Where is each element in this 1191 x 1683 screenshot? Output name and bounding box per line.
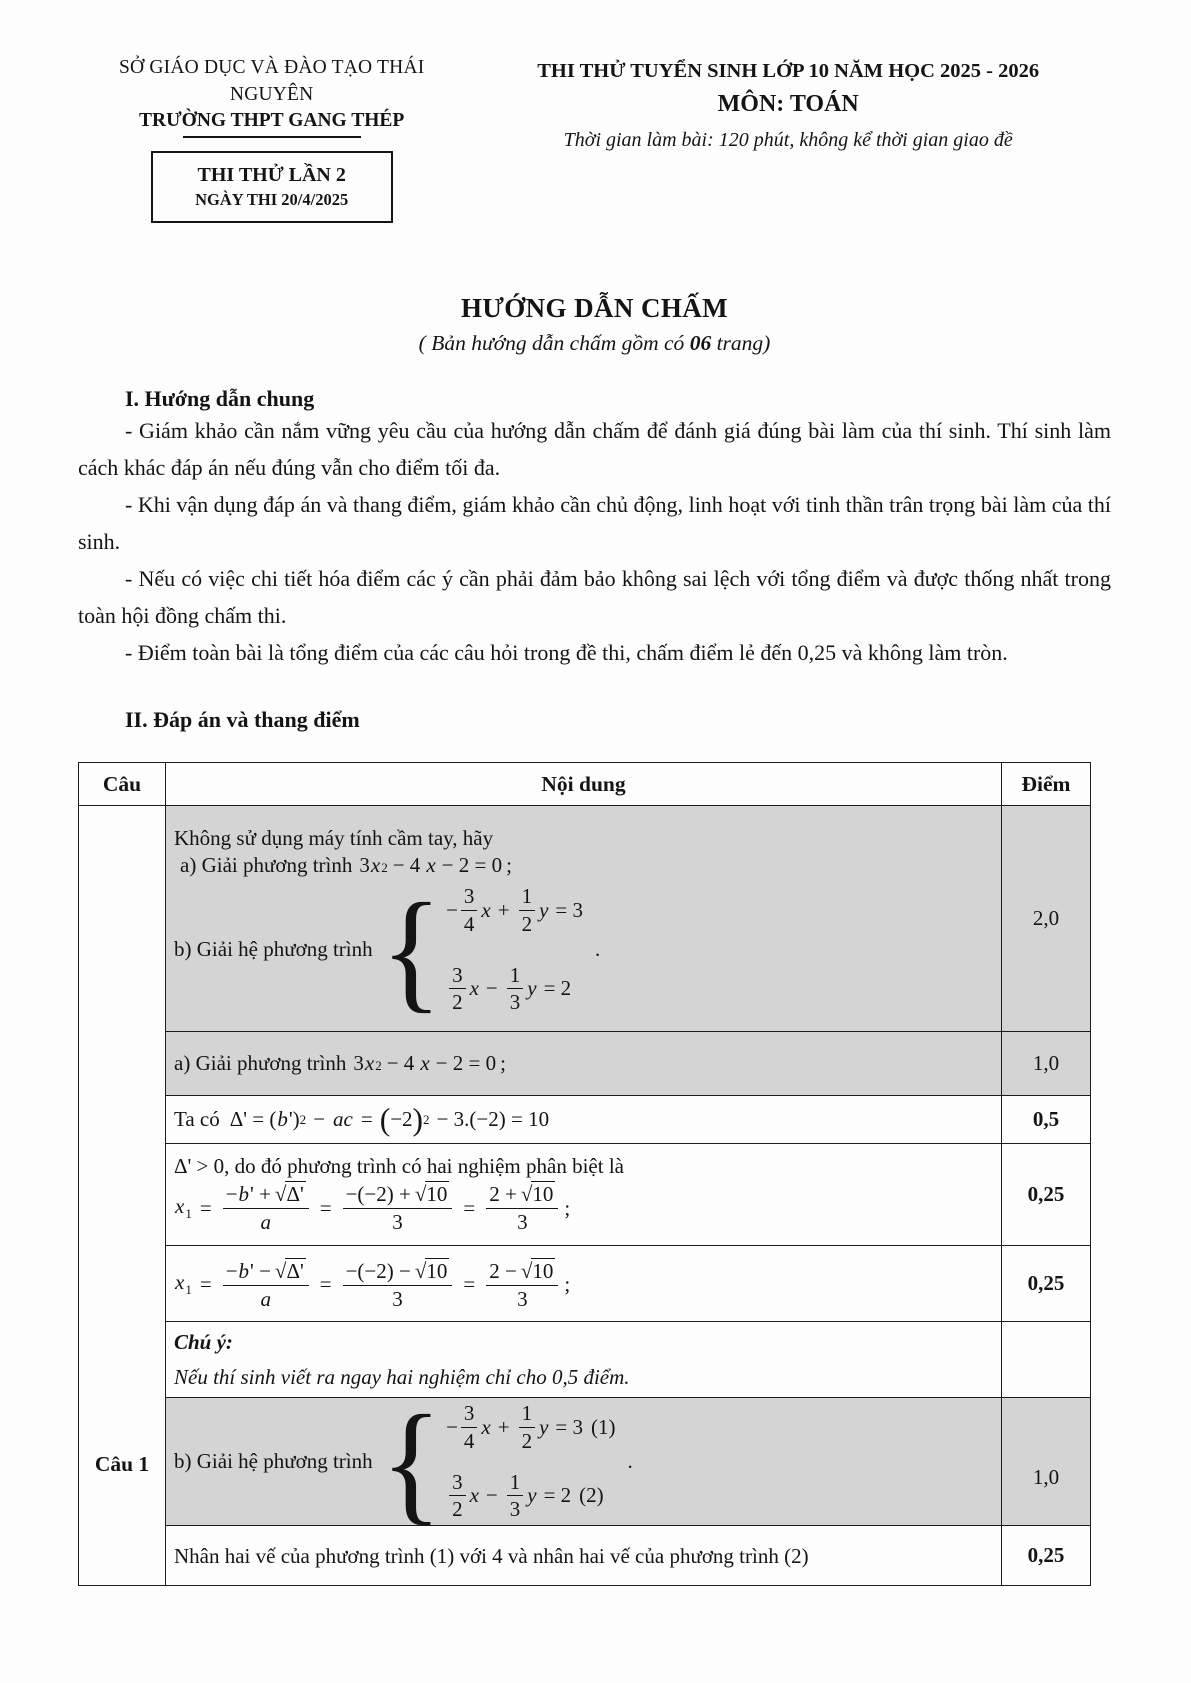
part-a-label: a) Giải phương trình (180, 852, 353, 877)
points-cell: 0,25 (1002, 1526, 1091, 1586)
table-row (79, 1398, 1091, 1526)
discriminant-statement: Δ' > 0, do đó phương trình có hai nghiệm phân biệt là (174, 1154, 624, 1179)
points-cell: 1,0 (1002, 1398, 1091, 1526)
table-row (79, 1096, 1091, 1144)
exam-date: NGÀY THI 20/4/2025 (195, 190, 349, 209)
part-a-label: a) Giải phương trình (174, 1051, 347, 1075)
column-header-diem: Điểm (1002, 763, 1091, 806)
page-header (78, 54, 1111, 223)
column-header-noidung: Nội dung (166, 763, 1002, 806)
row2-content (166, 1032, 1002, 1096)
table-row (79, 1032, 1091, 1096)
exam-round: THI THỬ LẦN 2 (197, 164, 346, 186)
system-period: . (627, 1449, 633, 1473)
system-line-1: − $\frac{3}{4}$ x + $\frac{1}{2}$ y = 3 (446, 883, 583, 936)
document-title: HƯỚNG DẪN CHẤM (460, 293, 729, 323)
table-row (79, 1322, 1091, 1398)
root-formula-2: $x_1$ = − b ' − √ Δ' a = −(−2) − √ 10 3 = 2 − √ 10 3 ; (175, 1258, 571, 1311)
section2-heading: II. Đáp án và thang điểm (125, 707, 360, 732)
row5-content (166, 1246, 1002, 1322)
points-cell: 2,0 (1002, 806, 1091, 1032)
system-line-2: $\frac{3}{2}$ x − $\frac{1}{3}$ y = 2 (446, 963, 571, 1016)
table-row (79, 806, 1091, 1032)
points-cell: 0,5 (1002, 1096, 1091, 1144)
delta-formula: Ta có Δ' = ( b ') 2 − ac = ( −2 ) 2 − 3.(−2) = 10 (174, 1101, 550, 1137)
subtitle-pre: ( Bản hướng dẫn chấm gồm có (418, 331, 690, 355)
exam-title: THI THỬ TUYỂN SINH LỚP 10 NĂM HỌC 2025 - 2026 (537, 60, 1040, 82)
row1-part-a (180, 853, 993, 878)
school-name: TRƯỜNG THPT GANG THÉP (139, 110, 405, 131)
equation-system: { − $\frac{3}{4}$ x + $\frac{1}{2}$ y = 3 (1) $\frac{3}{2}$ x − $\frac{1}{3}$ y = 2 (2) (380, 1386, 616, 1537)
row1-intro: Không sử dụng máy tính cầm tay, hãy (174, 825, 494, 850)
row1-part-b (174, 874, 993, 1025)
section1-heading: I. Hướng dẫn chung (125, 386, 315, 411)
row8-content: Nhân hai vế của phương trình (1) với 4 và nhân hai vế của phương trình (2) (166, 1526, 1002, 1586)
question-label: Câu 1 (94, 1452, 150, 1476)
note-label: Chú ý: (174, 1329, 233, 1354)
header-left-block (78, 54, 465, 223)
quadratic-equation: 3 x 2 − 4 x − 2 = 0 ; (353, 1051, 506, 1075)
part-b-label: b) Giải hệ phương trình (174, 1449, 373, 1473)
document-subtitle (78, 331, 1111, 356)
table-row (79, 1144, 1091, 1246)
guideline-paragraph-3: - Nếu có việc chi tiết hóa điểm các ý cần phải đảm bảo không sai lệch với tổng điểm và được thống nhất trong toàn hội đồng chấm thi. (78, 566, 1111, 628)
exam-time-note: Thời gian làm bài: 120 phút, không kể thời gian giao đề (563, 129, 1013, 151)
column-header-cau: Câu (79, 763, 166, 806)
root-formula-1: $x_1$ = − b ' + √ Δ' a = −(−2) + √ 10 3 = 2 + √ 10 3 ; (175, 1182, 571, 1234)
table-row (79, 1246, 1091, 1322)
row3-content (166, 1096, 1002, 1144)
school-underline (183, 136, 361, 138)
points-cell: 1,0 (1002, 1032, 1091, 1096)
points-cell (1002, 1322, 1091, 1398)
subtitle-pages: 06 (689, 331, 712, 355)
question-number-cell (79, 806, 166, 1586)
answer-key-table (78, 762, 1091, 1586)
exam-subject: MÔN: TOÁN (717, 91, 859, 117)
table-header-row (79, 763, 1091, 806)
guideline-paragraph-4: - Điểm toàn bài là tổng điểm của các câu hỏi trong đề thi, chấm điểm lẻ đến 0,25 và không làm tròn. (125, 640, 1008, 665)
guideline-paragraph-2: - Khi vận dụng đáp án và thang điểm, giám khảo cần chủ động, linh hoạt với tinh thần trân trọng bài làm của thí sinh. (78, 492, 1111, 554)
row7-part-b (174, 1386, 993, 1537)
points-cell: 0,25 (1002, 1144, 1091, 1246)
system-line-2: $\frac{3}{2}$ x − $\frac{1}{3}$ y = 2 (2) (446, 1470, 604, 1523)
note-text: Nếu thí sinh viết ra ngay hai nghiệm chỉ cho 0,5 điểm. (174, 1364, 630, 1389)
subtitle-post: trang) (711, 331, 771, 355)
table-row (79, 1526, 1091, 1586)
department-name: SỞ GIÁO DỤC VÀ ĐÀO TẠO THÁI NGUYÊN (118, 57, 425, 105)
row6-content (166, 1322, 1002, 1398)
header-right-block (465, 54, 1111, 223)
equation-system: { − $\frac{3}{4}$ x + $\frac{1}{2}$ y = 3 $\frac{3}{2}$ x − $\frac{1}{3}$ y = 2 (380, 874, 583, 1025)
points-cell: 0,25 (1002, 1246, 1091, 1322)
system-period: . (595, 937, 601, 961)
part-b-label: b) Giải hệ phương trình (174, 937, 373, 961)
guideline-paragraph-1: - Giám khảo cần nắm vững yêu cầu của hướng dẫn chấm để đánh giá đúng bài làm của thí sinh. Thí sinh làm cách khác đáp án nếu đúng vẫn cho điểm tối đa. (78, 418, 1111, 480)
system-line-1: − $\frac{3}{4}$ x + $\frac{1}{2}$ y = 3 (1) (446, 1400, 616, 1453)
row7-content (166, 1386, 1002, 1537)
quadratic-equation: 3 x 2 − 4 x − 2 = 0 ; (359, 852, 512, 877)
row1-content (166, 806, 1002, 1032)
exam-round-box (151, 151, 393, 223)
row4-content (166, 1144, 1002, 1246)
